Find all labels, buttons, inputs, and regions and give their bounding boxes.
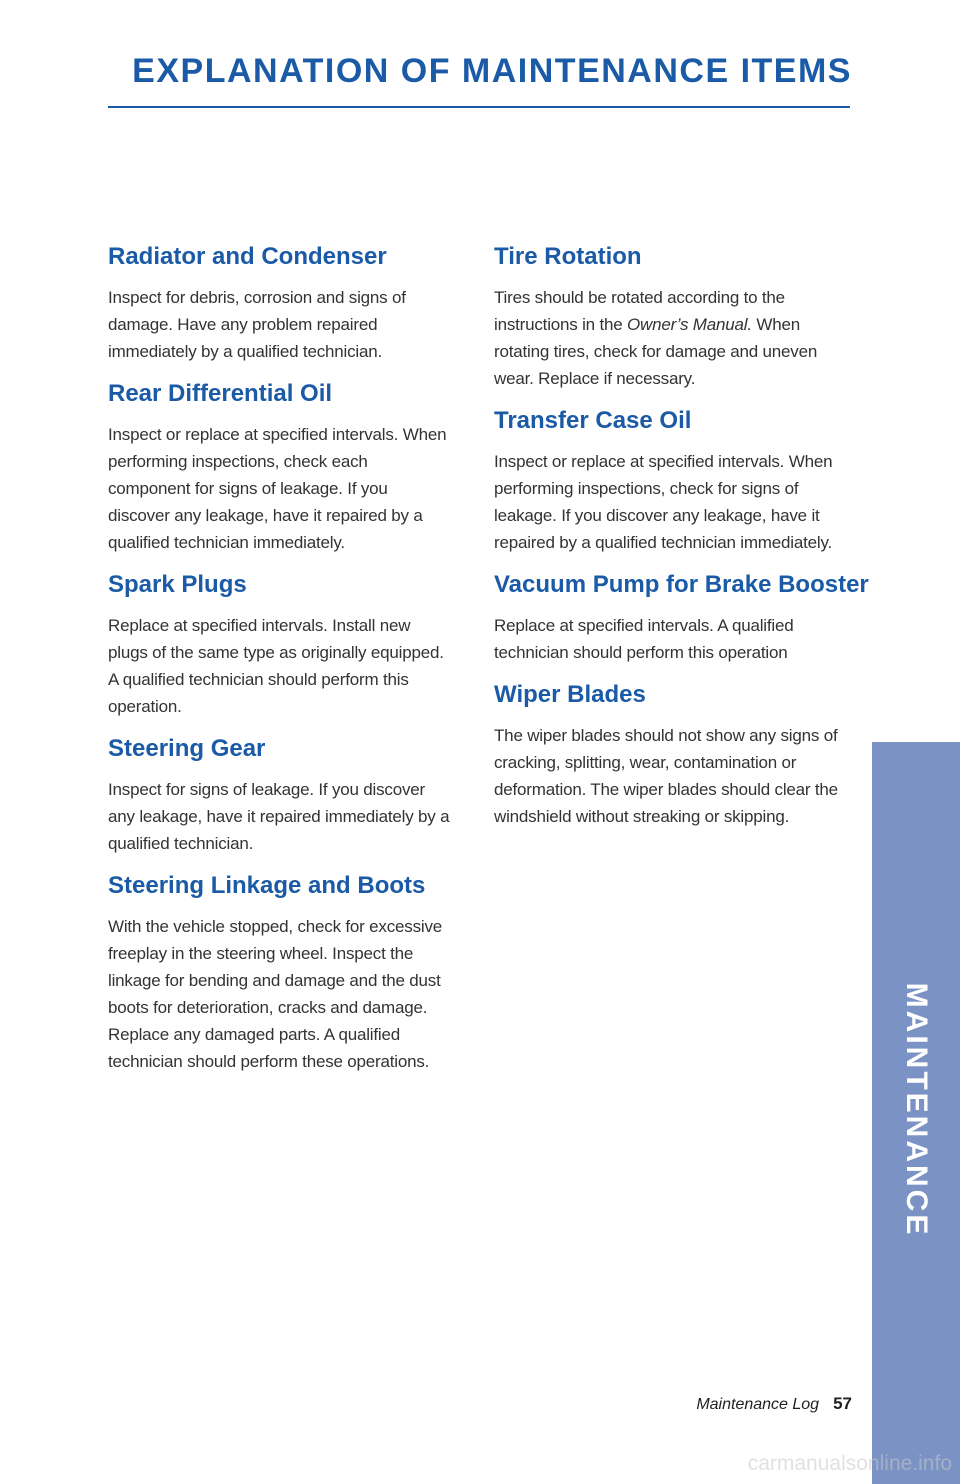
section-vacuum-pump-brake-booster (494, 568, 869, 666)
section-radiator-condenser (108, 240, 453, 365)
section-body: Inspect or replace at specified intervals. When performing inspections, check for signs of leakage. If you discover any leakage, have it repaired by a qualified technician immediately. (494, 452, 833, 552)
section-rear-differential-oil (108, 377, 453, 556)
body-text: When rotating tires, check for damage and uneven wear. Replace if necessary. (494, 315, 818, 388)
section-body (494, 284, 859, 392)
section-transfer-case-oil (494, 404, 859, 556)
right-column (494, 240, 869, 842)
owners-manual-reference: Owner’s Manual. (627, 315, 752, 334)
left-column (108, 240, 453, 1087)
section-wiper-blades (494, 678, 859, 830)
section-body: Replace at specified intervals. A qualified technician should perform this operation (494, 616, 794, 662)
section-heading: Rear Differential Oil (108, 380, 333, 407)
section-body: Replace at specified intervals. Install new plugs of the same type as originally equipped. A qualified technician should perform this operation. (108, 616, 444, 716)
section-heading: Steering Linkage and Boots (108, 872, 426, 899)
watermark: carmanualsonline.info (747, 1452, 952, 1475)
section-heading: Spark Plugs (108, 571, 247, 598)
section-steering-gear (108, 732, 453, 857)
section-heading: Steering Gear (108, 735, 266, 762)
chapter-tab-label: MAINTENANCE (900, 982, 933, 1238)
section-body: The wiper blades should not show any signs of cracking, splitting, wear, contamination or deformation. The wiper blades should clear the windshield without streaking or skipping. (494, 726, 838, 826)
footer-label: Maintenance Log (696, 1396, 820, 1413)
page-number: 57 (833, 1394, 852, 1413)
section-body: With the vehicle stopped, check for excessive freeplay in the steering wheel. Inspect the linkage for bending and damage and the dust boots for deterioration, cracks and damage. Replace any damaged parts. A qualified technician should perform these operations. (108, 917, 442, 1071)
section-heading: Wiper Blades (494, 681, 646, 708)
section-steering-linkage-boots (108, 869, 453, 1075)
section-body: Inspect for signs of leakage. If you discover any leakage, have it repaired immediately by a qualified technician. (108, 780, 450, 853)
header-divider (108, 106, 850, 108)
section-body: Inspect or replace at specified intervals. When performing inspections, check each component for signs of leakage. If you discover any leakage, have it repaired by a qualified technician immediately. (108, 425, 447, 552)
section-heading: Vacuum Pump for Brake Booster (494, 571, 869, 598)
body-text: Tires should be rotated according to the instructions in the (494, 288, 785, 334)
section-heading: Transfer Case Oil (494, 407, 692, 434)
section-spark-plugs (108, 568, 453, 720)
page-title: EXPLANATION OF MAINTENANCE ITEMS (132, 52, 852, 90)
section-heading: Radiator and Condenser (108, 243, 387, 270)
section-tire-rotation (494, 240, 859, 392)
section-heading: Tire Rotation (494, 243, 642, 270)
section-body: Inspect for debris, corrosion and signs of damage. Have any problem repaired immediately by a qualified technician. (108, 288, 406, 361)
page-footer (696, 1394, 852, 1414)
